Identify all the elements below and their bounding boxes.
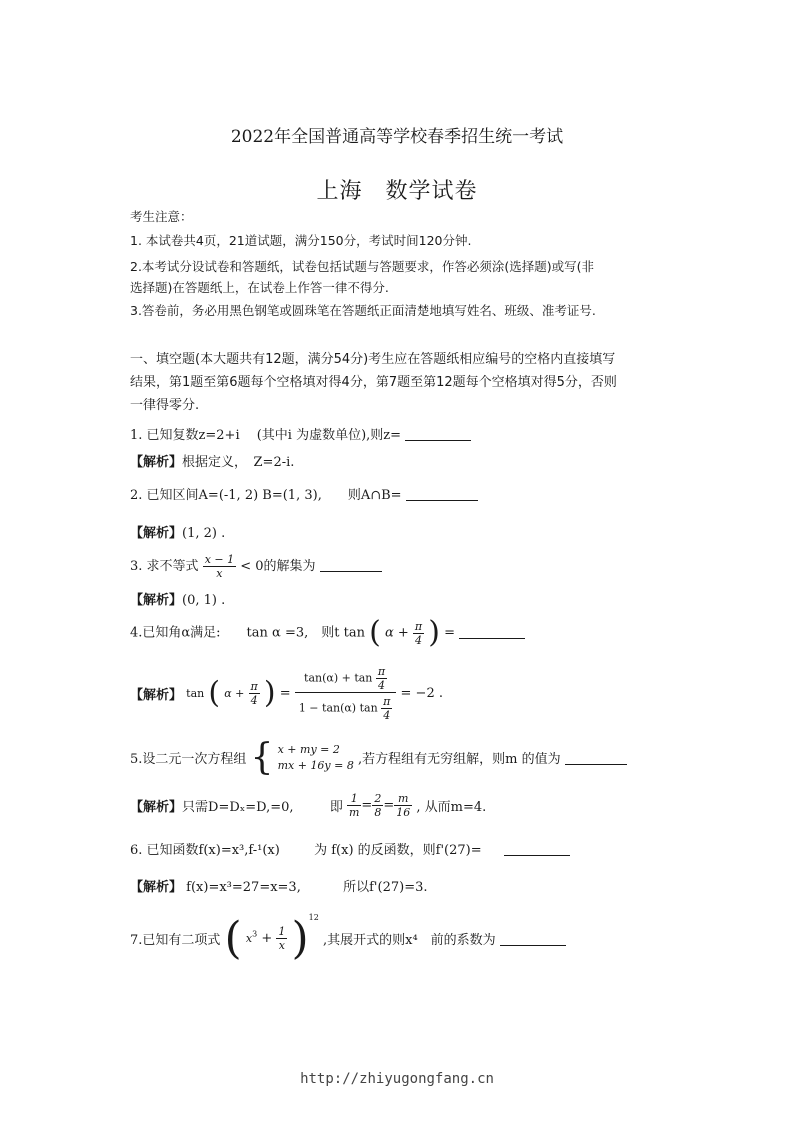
fraction-numerator: x − 1	[204, 553, 235, 566]
answer-blank	[565, 751, 627, 765]
question-6-text-2: 为 f(x) 的反函数，则f'(27)=	[314, 843, 482, 858]
fraction-numerator: π	[383, 695, 391, 708]
fraction	[276, 925, 287, 952]
big-fraction-denominator	[295, 693, 397, 722]
fraction	[249, 680, 260, 707]
question-5-prefix: 5.设二元一次方程组	[130, 752, 247, 767]
question-2-text: 2. 已知区间A=(-1, 2) B=(1, 3), 则A∩B=	[130, 488, 402, 503]
fraction-denominator: 8	[374, 806, 382, 819]
fraction-denominator: 4	[415, 633, 423, 647]
exam-subtitle: 上海 数学试卷	[316, 179, 478, 204]
fraction-denominator: x	[216, 567, 223, 580]
question-3-prefix: 3. 求不等式	[130, 559, 199, 574]
equation-system	[278, 742, 354, 774]
solution-5-text: 只需D=Dₓ=D,=0,	[182, 800, 294, 815]
binomial-x: x	[245, 932, 253, 945]
plus-sign: +	[261, 931, 273, 946]
denominator-text: 1 − tan(α) tan	[298, 701, 378, 715]
question-2	[130, 484, 478, 503]
left-paren: (	[224, 913, 242, 964]
left-paren: (	[369, 615, 381, 650]
big-fraction-numerator	[295, 665, 397, 693]
fraction-numerator: m	[394, 792, 412, 806]
fraction-numerator: π	[414, 619, 423, 633]
fraction-numerator: 1	[278, 925, 286, 938]
question-1-text: 1. 已知复数z=2+i (其中i 为虚数单位),则z=	[130, 428, 402, 443]
right-paren: )	[291, 913, 309, 964]
fraction	[203, 553, 236, 580]
solution-label: 【解析】	[130, 593, 183, 608]
question-7-suffix: ,其展开式的则x⁴ 前的系数为	[323, 933, 496, 948]
fraction	[372, 792, 383, 819]
question-4-suffix: =	[444, 625, 456, 641]
exponent-12: 12	[308, 913, 319, 922]
section-intro-line-2: 结果，第1题至第6题每个空格填对得4分，第7题至第12题每个空格填对得5分，否则	[130, 375, 617, 390]
right-paren: )	[428, 615, 440, 650]
fraction	[347, 792, 361, 819]
solution-6-text: f(x)=x³=27=x=3,	[186, 880, 301, 895]
solution-4: 【解析】 tan ( α + $\frac{\pi}{4}$ ) = tan(α) + tan $\frac{\pi}{4}$ 1 − tan(α) tan $\frac{\pi}{4}$ = −2 .	[130, 665, 443, 722]
notice-item-2a: 2.本考试分设试卷和答题纸，试卷包括试题与答题要求，作答必须涂(选择题)或写(非	[130, 259, 595, 274]
question-6	[130, 839, 570, 858]
left-paren: (	[208, 675, 221, 711]
answer-blank	[320, 558, 382, 572]
solution-label: 【解析】	[130, 526, 183, 541]
fraction-denominator: x	[278, 939, 285, 952]
solution-5: 【解析】只需D=Dₓ=D,=0, 即 $\frac{1}{m}$ = $\frac{2}{8}$ = $\frac{m}{16}$ , 从而m=4.	[130, 792, 487, 819]
section-intro-line-3: 一律得零分.	[130, 398, 200, 413]
notice-item-2b: 选择题)在答题纸上，在试卷上作答一律不得分.	[130, 280, 389, 295]
fraction-numerator: 2	[374, 792, 382, 805]
solution-label: 【解析】	[130, 688, 183, 703]
solution-2-text: (1, 2) .	[182, 526, 226, 541]
exam-title: 2022年全国普通高等学校春季招生统一考试	[230, 127, 564, 147]
solution-label: 【解析】	[130, 455, 183, 470]
answer-blank	[459, 625, 525, 639]
fraction-denominator: 4	[383, 709, 391, 722]
notice-item-3: 3.答卷前，务必用黑色钢笔或圆珠笔在答题纸正面清楚地填写姓名、班级、准考证号.	[130, 303, 596, 318]
fraction-numerator: π	[377, 665, 386, 678]
solution-3-text: (0, 1) .	[182, 593, 226, 608]
solution-6	[130, 876, 428, 895]
question-3	[130, 553, 382, 580]
fraction	[376, 665, 387, 692]
question-5-suffix: ,若方程组有无穷组解，则m 的值为	[358, 752, 561, 767]
solution-6-text-2: 所以f'(27)=3.	[343, 880, 428, 895]
solution-5-end: , 从而m=4.	[416, 800, 487, 815]
fraction	[381, 695, 392, 722]
numerator-text: tan(α) + tan	[304, 671, 373, 685]
solution-1	[130, 451, 294, 470]
fraction	[394, 792, 412, 819]
notice-heading: 考生注意：	[130, 209, 193, 224]
fraction-denominator: 4	[250, 694, 258, 707]
question-7	[130, 913, 566, 964]
section-intro-line-1: 一、填空题(本大题共有12题，满分54分)考生应在答题纸相应编号的空格内直接填写	[130, 352, 616, 367]
solution-1-text: 根据定义， Z=2-i.	[182, 455, 295, 470]
answer-blank	[406, 487, 478, 501]
question-4	[130, 615, 525, 650]
fraction-numerator: 1	[347, 792, 361, 806]
solution-4-result: = −2 .	[400, 686, 443, 701]
equation-2: mx + 16y = 8	[277, 758, 354, 772]
right-paren: )	[263, 675, 276, 711]
exponent-3: 3	[252, 929, 258, 939]
question-4-prefix: 4.已知角α满足: tan α =3, 则t tan	[130, 625, 365, 641]
question-3-relation: < 0的解集为	[240, 559, 316, 574]
question-6-text: 6. 已知函数f(x)=x³,f-¹(x)	[130, 843, 280, 858]
fraction-numerator: π	[250, 680, 258, 693]
solution-3	[130, 589, 225, 608]
question-4-inner: α +	[384, 625, 409, 641]
notice-item-1: 1. 本试卷共4页，21道试题，满分150分，考试时间120分钟.	[130, 233, 472, 248]
question-7-prefix: 7.已知有二项式	[130, 933, 221, 948]
fraction-denominator: m	[348, 806, 360, 819]
fraction-denominator: 4	[378, 679, 386, 692]
left-brace: {	[250, 737, 274, 778]
footer-url: http://zhiyugongfang.cn	[300, 1071, 494, 1087]
solution-label: 【解析】	[130, 880, 183, 895]
solution-4-inner: α +	[224, 687, 245, 700]
solution-label: 【解析】	[130, 800, 183, 815]
solution-2	[130, 522, 225, 541]
answer-blank	[405, 427, 471, 441]
question-5	[130, 737, 627, 778]
answer-blank	[500, 932, 566, 946]
solution-5-mid: 即	[329, 800, 343, 815]
fraction	[413, 620, 424, 647]
answer-blank	[504, 842, 570, 856]
equation-1: x + my = 2	[277, 742, 340, 756]
solution-4-tan: tan	[186, 687, 205, 700]
fraction-denominator: 16	[396, 806, 411, 819]
big-fraction	[295, 665, 397, 722]
question-1	[130, 424, 471, 443]
